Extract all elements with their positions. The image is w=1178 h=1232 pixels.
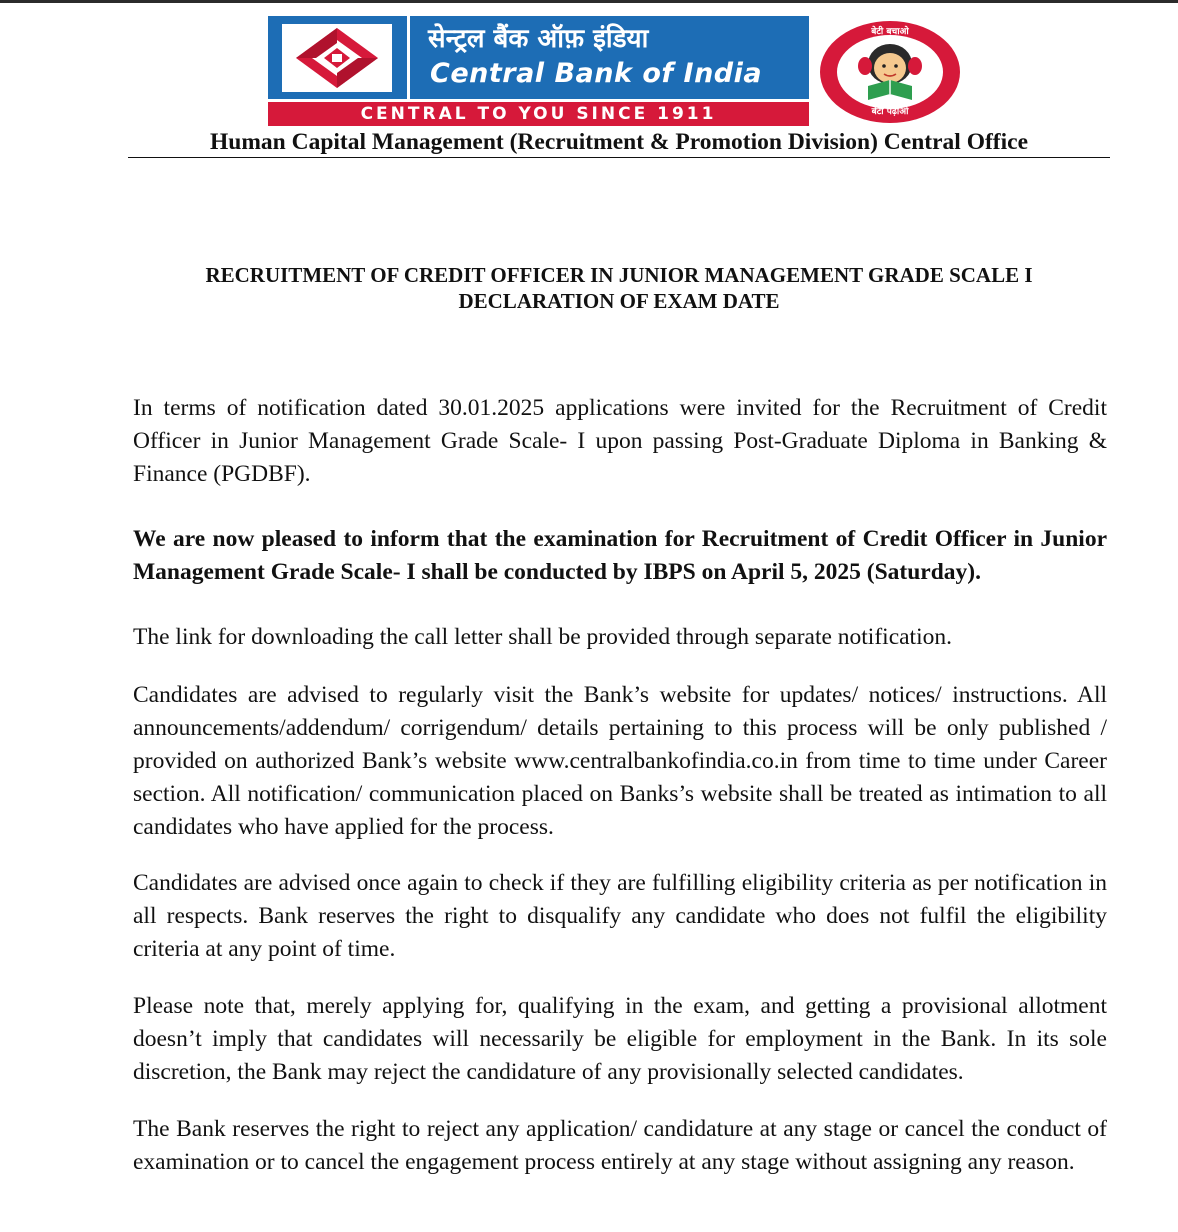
- logo-hindi-name: सेन्ट्रल बैंक ऑफ़ इंडिया: [428, 24, 649, 54]
- office-name: Human Capital Management (Recruitment & Promotion Division) Central Office: [209, 129, 1029, 155]
- title-line-2: DECLARATION OF EXAM DATE: [458, 289, 780, 313]
- paragraph-website-updates: Candidates are advised to regularly visit the Bank’s website for updates/ notices/ instructions. All announcements/addendum/ corrigendum/ details pertaining to this process will be only published / provided on authorized Bank’s website www.centralbankofindia.co.in from time to time under Career section. All notification/ communication placed on Banks’s website shall be treated as intimation to all candidates who have applied for the process.: [133, 682, 1107, 840]
- bank-logo: [268, 16, 809, 126]
- paragraph-notification: In terms of notification dated 30.01.2025 applications were invited for the Recruitment of Credit Officer in Junior Management Grade Scale- I upon passing Post-Graduate Diploma in Banking & Finance (PGDBF).: [133, 395, 1107, 487]
- title-line-1: RECRUITMENT OF CREDIT OFFICER IN JUNIOR MANAGEMENT GRADE SCALE I: [205, 263, 1033, 287]
- bank-emblem-icon: [282, 24, 392, 92]
- logo-english-name: Central Bank of India: [430, 58, 763, 89]
- logo-tagline: CENTRAL TO YOU SINCE 1911: [360, 104, 717, 124]
- paragraph-call-letter: The link for downloading the call letter shall be provided through separate notification.: [133, 624, 952, 650]
- header-divider: [128, 157, 1110, 158]
- top-border: [0, 0, 1178, 3]
- logo-divider: [407, 16, 410, 99]
- bbbp-top-text: बेटी बचाओ: [871, 27, 909, 37]
- paragraph-eligibility: Candidates are advised once again to check if they are fulfilling eligibility criteria as per notification in all respects. Bank reserves the right to disqualify any candidate who does not fulfil the eligibility criteria at any point of time.: [133, 870, 1107, 962]
- bbbp-bottom-text: बेटी पढ़ाओ: [871, 107, 909, 117]
- document-title: [128, 262, 1110, 314]
- beti-bachao-logo: [818, 20, 962, 124]
- paragraph-rights-reserved: The Bank reserves the right to reject any application/ candidature at any stage or cancel the conduct of examination or to cancel the engagement process entirely at any stage without assigning any reason.: [133, 1116, 1107, 1175]
- paragraph-exam-date: We are now pleased to inform that the examination for Recruitment of Credit Officer in Junior Management Grade Scale- I shall be conducted by IBPS on April 5, 2025 (Saturday).: [133, 526, 1107, 585]
- paragraph-provisional-allotment: Please note that, merely applying for, qualifying in the exam, and getting a provisional allotment doesn’t imply that candidates will necessarily be eligible for employment in the Bank. In its sole discretion, the Bank may reject the candidature of any provisionally selected candidates.: [133, 993, 1107, 1085]
